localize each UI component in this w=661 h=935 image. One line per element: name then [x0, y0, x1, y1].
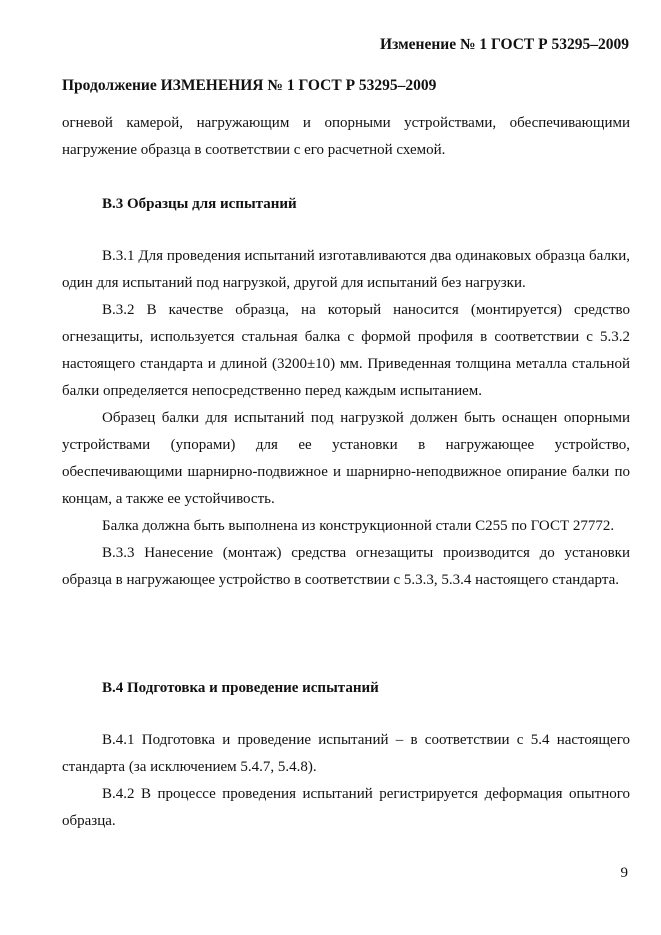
continuation-title: Продолжение ИЗМЕНЕНИЯ № 1 ГОСТ Р 53295–2009: [62, 77, 437, 94]
paragraph-b3-5: В.3.3 Нанесение (монтаж) средства огнезащиты производится до установки образца в нагружающее устройство в соответствии с 5.3.3, 5.3.4 настоящего стандарта.: [62, 545, 630, 588]
paragraph-b4-1: В.4.1 Подготовка и проведение испытаний – в соответствии с 5.4 настоящего стандарта (за исключением 5.4.7, 5.4.8).: [62, 732, 630, 775]
page-number: 9: [620, 865, 628, 881]
intro-paragraph: огневой камерой, нагружающим и опорными устройствами, обеспечивающими нагружение образца в соответствии с его расчетной схемой.: [62, 115, 630, 158]
paragraph-b3-3: Образец балки для испытаний под нагрузкой должен быть оснащен опорными устройствами (упорами) для ее установки в нагружающее устройство, обеспечивающими шарнирно-подвижное и шарнирно-неподвижное опирание балки по концам, а также ее устойчивость.: [62, 410, 630, 507]
paragraph-b3-1: В.3.1 Для проведения испытаний изготавливаются два одинаковых образца балки, один для испытаний под нагрузкой, другой для испытаний без нагрузки.: [62, 248, 630, 291]
paragraph-b3-4: Балка должна быть выполнена из конструкционной стали С255 по ГОСТ 27772.: [102, 518, 615, 534]
paragraph-b3-2: В.3.2 В качестве образца, на который наносится (монтируется) средство огнезащиты, используется стальная балка с формой профиля в соответствии с 5.3.2 настоящего стандарта и длиной (3200±10) мм. Приведенная толщина металла стальной балки определяется непосредственно перед каждым испытанием.: [62, 302, 630, 399]
section-b3-body: [62, 243, 630, 594]
paragraph-b4-2: В.4.2 В процессе проведения испытаний регистрируется деформация опытного образца.: [62, 786, 630, 829]
section-b4-heading: В.4 Подготовка и проведение испытаний: [102, 680, 379, 696]
section-b4-body: [62, 727, 630, 835]
amendment-header: Изменение № 1 ГОСТ Р 53295–2009: [380, 36, 629, 53]
section-b3-heading: В.3 Образцы для испытаний: [102, 196, 297, 212]
intro-block: [62, 110, 630, 164]
